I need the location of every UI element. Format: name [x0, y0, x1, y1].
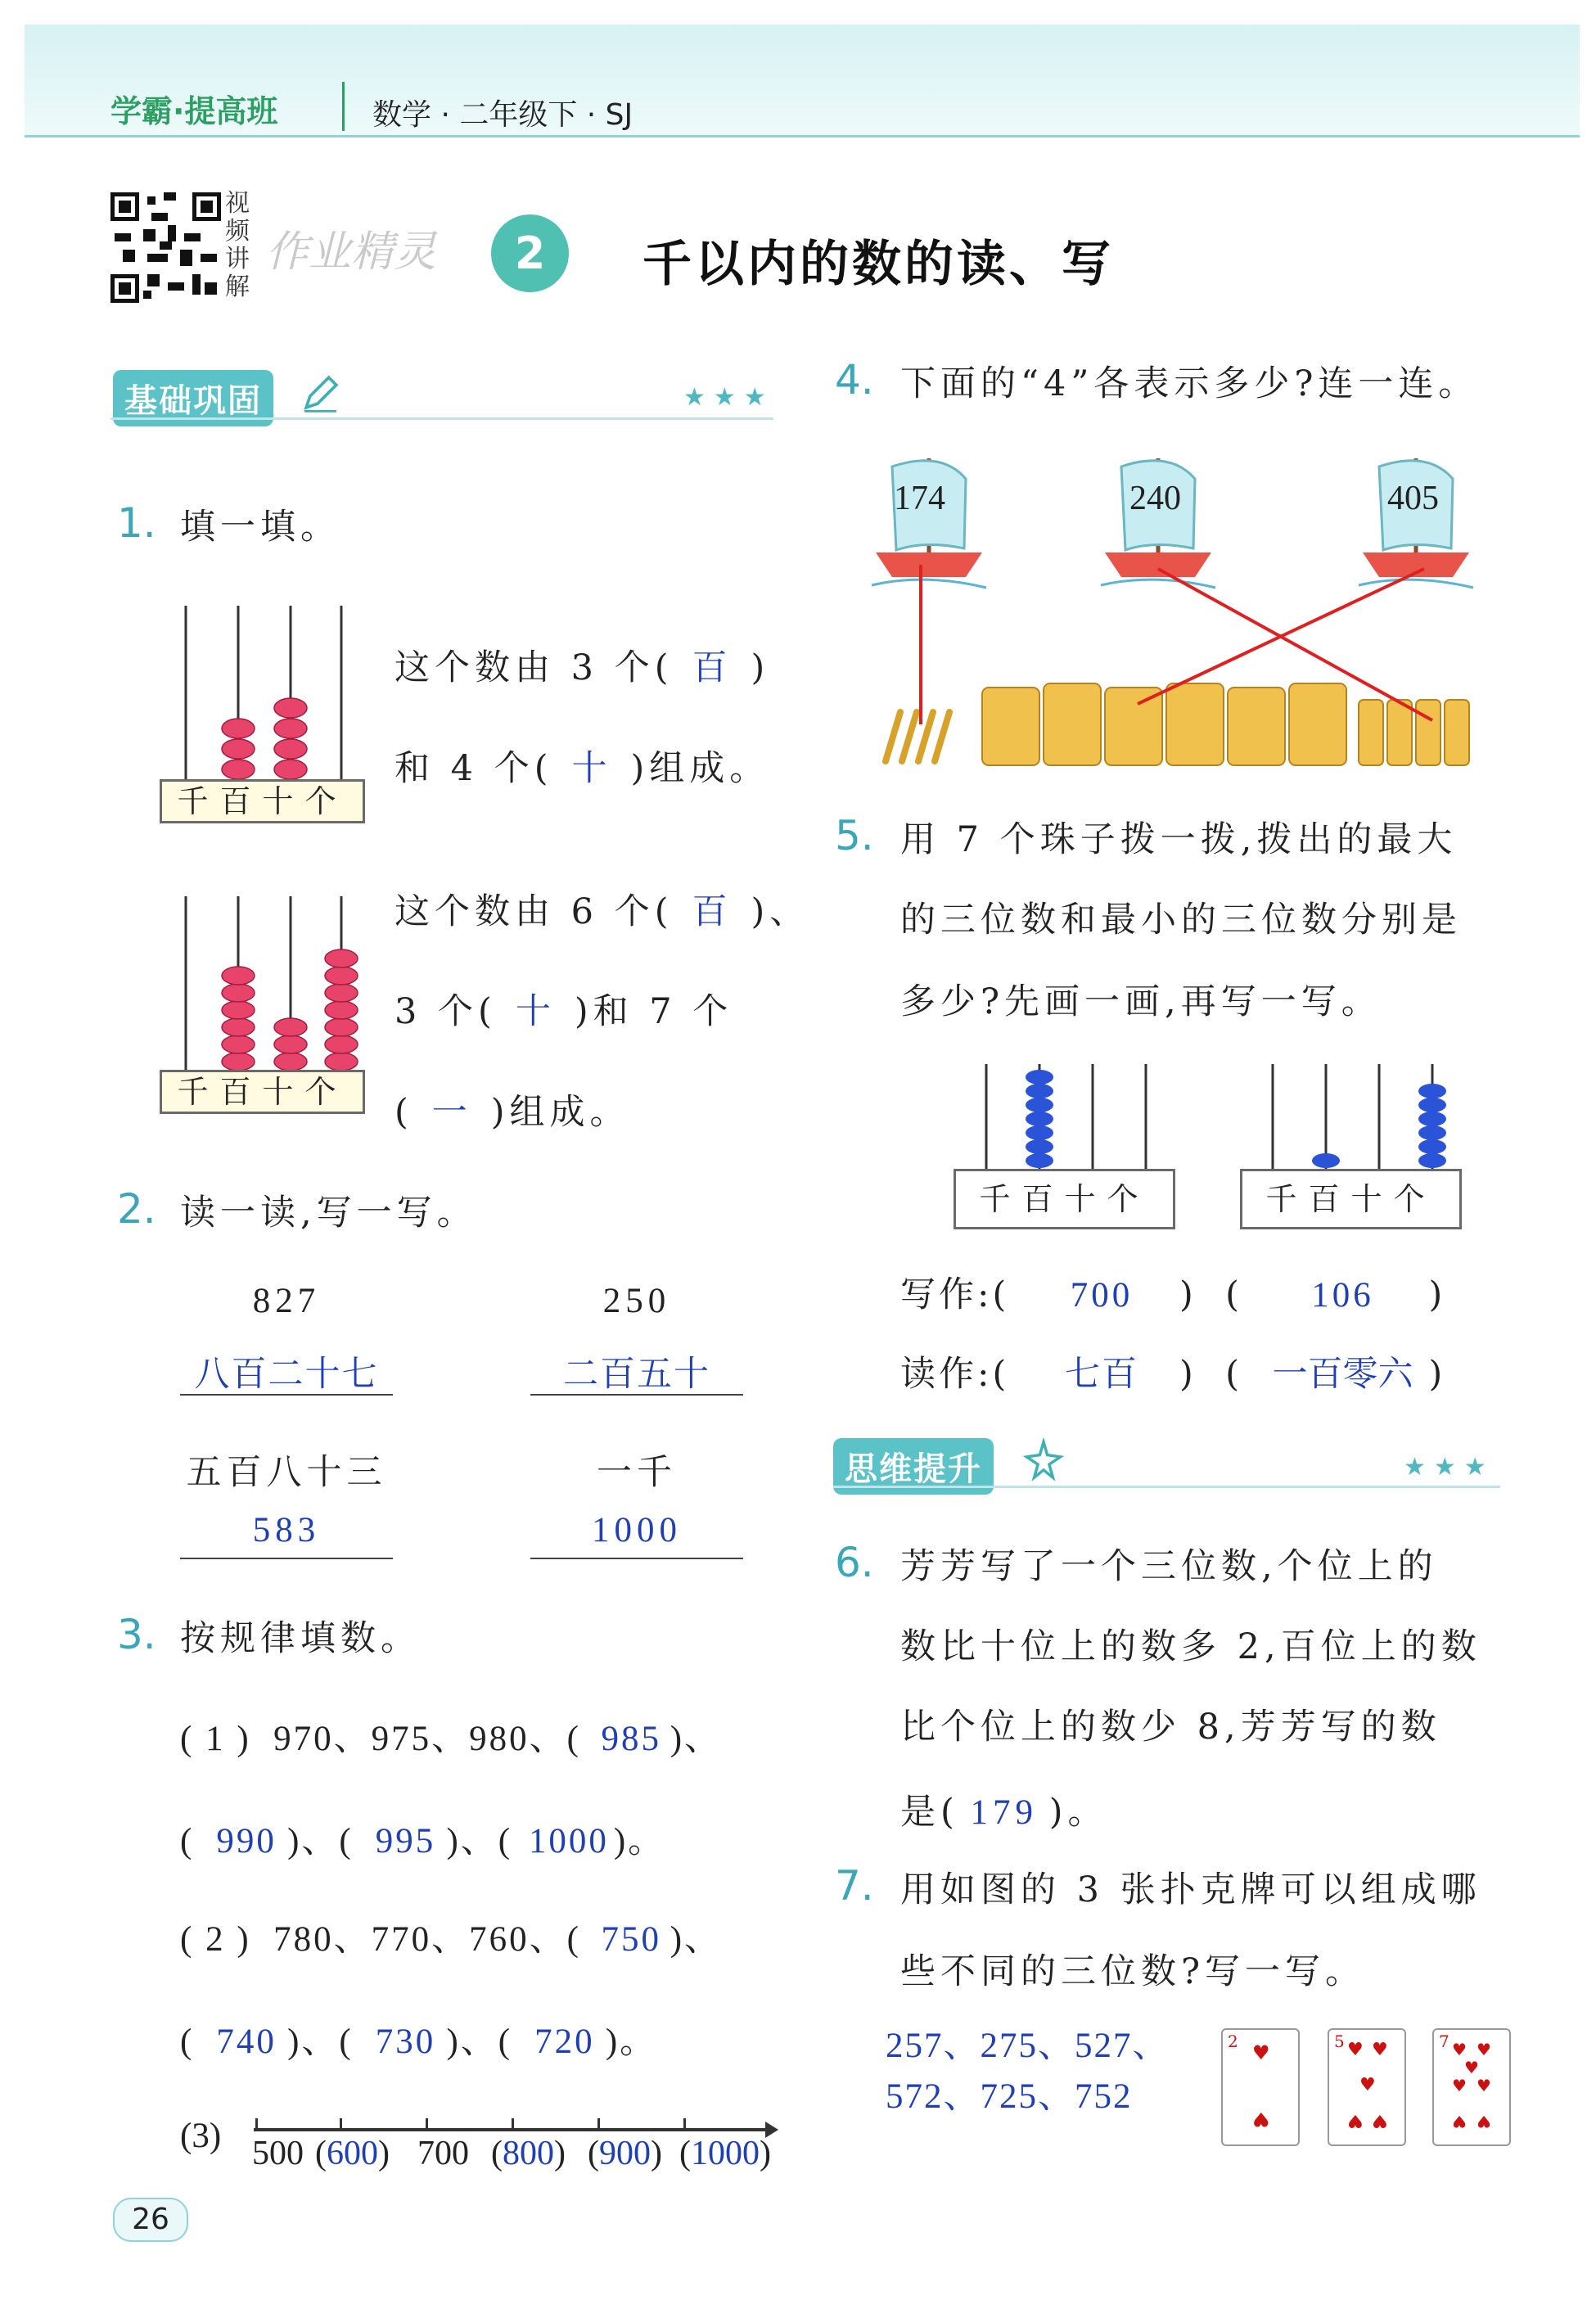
watermark: 作业精灵 — [266, 228, 437, 277]
q3-p2-line1: ( 2 ) 780、770、760、( 750 )、 — [180, 1920, 723, 1959]
bead — [222, 967, 255, 985]
book-subtitle: 数学 · 二年级下 · SJ — [372, 98, 633, 132]
answer: 106 — [1311, 1276, 1374, 1315]
playing-card-7: 7 ♥ ♥ ♥ ♥ ♥ ♥ ♥ — [1432, 2028, 1511, 2146]
bead — [1418, 1084, 1446, 1098]
heart-icon: ♥ — [1477, 2112, 1491, 2131]
q3-p3-label: (3) — [180, 2117, 222, 2155]
answer: 七百 — [1064, 1355, 1138, 1394]
answer: 一 — [431, 1094, 472, 1132]
q3-p3-answer-1000: (1000) — [679, 2135, 771, 2172]
answer: 一百零六 — [1272, 1355, 1413, 1394]
qr-code-icon — [110, 192, 221, 303]
q5-line3: 多少?先画一画,再写一写。 — [900, 981, 1382, 1022]
bead — [274, 1053, 307, 1071]
q2-prompt: 读一读,写一写。 — [180, 1193, 477, 1233]
heart-icon: ♥ — [1372, 2040, 1388, 2060]
page-number: 26 — [113, 2198, 188, 2242]
heart-icon: ♥ — [1372, 2110, 1388, 2131]
answer: 1000 — [691, 2135, 760, 2172]
q2-item1-answer: 八百二十七 — [180, 1346, 393, 1396]
heart-icon: ♥ — [1347, 2110, 1364, 2131]
bead — [1026, 1112, 1053, 1126]
bead — [274, 719, 307, 738]
q3-p3-tick-700: 700 — [417, 2135, 469, 2172]
q2-item3-answer: 583 — [180, 1510, 393, 1559]
bead — [222, 719, 255, 738]
tick — [683, 2118, 686, 2130]
tick — [255, 2118, 258, 2130]
ship-label-2: 240 — [1129, 480, 1181, 517]
answer: 179 — [970, 1793, 1039, 1832]
sticks-ones — [886, 712, 949, 761]
answer: 900 — [599, 2135, 651, 2172]
heart-icon: ♥ — [1252, 2108, 1270, 2131]
q7-answers-line1: 257、275、527、 — [886, 2027, 1170, 2065]
q3-number: 3. — [117, 1611, 156, 1658]
bead — [1026, 1153, 1053, 1168]
q4-prompt: 下面的“4”各表示多少?连一连。 — [900, 363, 1479, 404]
bead — [1418, 1098, 1446, 1112]
q3-p1-line2: ( 990 )、( 995 )、( 1000 )。 — [180, 1822, 666, 1860]
bead — [222, 739, 255, 759]
brand-title: 学霸·提高班 — [110, 93, 278, 129]
bead — [1026, 1070, 1053, 1085]
q1-prompt: 填一填。 — [180, 507, 340, 548]
bead — [222, 1053, 255, 1071]
pencil-icon — [299, 370, 344, 415]
answer: 百 — [692, 893, 733, 931]
bead — [1026, 1125, 1053, 1140]
answer: 十 — [515, 993, 556, 1031]
bead — [222, 760, 255, 779]
playing-card-5: 5 ♥ ♥ ♥ ♥ ♥ — [1328, 2028, 1406, 2146]
bead — [274, 739, 307, 759]
q1-part2-line1: 这个数由 6 个( 百 )、 — [394, 884, 809, 934]
q3-prompt: 按规律填数。 — [180, 1618, 421, 1659]
q3-p3-tick-500: 500 — [252, 2135, 304, 2172]
q5-read-row: 读作:( 七百 ) ( 一百零六 ) — [900, 1346, 1445, 1396]
q7-line1: 用如图的 3 张扑克牌可以组成哪 — [900, 1869, 1481, 1910]
lesson-title: 千以内的数的读、写 — [642, 236, 1114, 293]
q6-number: 6. — [835, 1539, 874, 1586]
bead — [1026, 1098, 1053, 1112]
bead — [222, 1018, 255, 1036]
q7-line2: 些不同的三位数?写一写。 — [900, 1951, 1366, 1992]
q6-line3: 比个位上的数少 8,芳芳写的数 — [900, 1707, 1441, 1748]
q5-number: 5. — [835, 812, 874, 859]
answer: 720 — [534, 2023, 595, 2061]
heart-icon: ♥ — [1477, 2076, 1491, 2095]
bead — [1026, 1139, 1053, 1154]
bead — [274, 1018, 307, 1036]
q5-line2: 的三位数和最小的三位数分别是 — [900, 900, 1462, 940]
heart-icon: ♥ — [1347, 2040, 1364, 2060]
bead — [1418, 1153, 1446, 1168]
bead — [325, 1001, 358, 1019]
answer: 740 — [216, 2023, 277, 2061]
bead — [222, 1035, 255, 1053]
bead — [325, 1018, 358, 1036]
answer: 730 — [375, 2023, 436, 2061]
answer: 985 — [601, 1720, 661, 1758]
bead — [274, 698, 307, 718]
answer: 700 — [1070, 1276, 1134, 1315]
sparkle-icon — [1019, 1438, 1068, 1483]
q3-p3-answer-600: (600) — [315, 2135, 390, 2172]
abacus-2-labels: 千百十个 — [160, 1070, 365, 1114]
section-stars-basic: ★★★ — [683, 383, 774, 412]
answer: 1000 — [528, 1822, 609, 1860]
q2-item3-given: 五百八十三 — [186, 1452, 387, 1493]
heart-icon: ♥ — [1452, 2112, 1467, 2131]
bead — [222, 984, 255, 1002]
bead — [1418, 1112, 1446, 1126]
ship-label-3: 405 — [1387, 480, 1439, 517]
answer: 600 — [327, 2135, 378, 2172]
heart-icon: ♥ — [1464, 2058, 1479, 2077]
q5-abacus-min-labels: 千百十个 — [1240, 1169, 1462, 1229]
heart-icon: ♥ — [1477, 2040, 1491, 2059]
bead — [1026, 1084, 1053, 1098]
ship-174 — [872, 458, 986, 588]
bead — [274, 760, 307, 779]
tick — [340, 2118, 342, 2130]
q5-write-row: 写作:( 700 ) ( 106 ) — [900, 1274, 1446, 1315]
section-stars-thinking: ★★★ — [1404, 1453, 1495, 1481]
playing-card-2: 2 ♥ ♥ — [1221, 2028, 1300, 2146]
heart-icon: ♥ — [1252, 2041, 1270, 2064]
bundles-hundreds — [982, 683, 1346, 765]
q5-line1: 用 7 个珠子拨一拨,拨出的最大 — [900, 819, 1458, 860]
q6-line4: 是( 179 )。 — [900, 1792, 1108, 1833]
q6-line1: 芳芳写了一个三位数,个位上的 — [900, 1546, 1438, 1587]
q2-item4-given: 一千 — [597, 1452, 677, 1493]
q5-abacus-max-labels: 千百十个 — [954, 1169, 1175, 1229]
header-divider — [342, 82, 345, 131]
section-badge-basic: 基础巩固 — [113, 370, 273, 426]
tick — [512, 2118, 514, 2130]
answer: 800 — [503, 2135, 554, 2172]
q1-part1-line1: 这个数由 3 个( 百 ) — [394, 640, 769, 690]
bead — [1418, 1139, 1446, 1154]
bead — [274, 1035, 307, 1053]
q2-item2-given: 250 — [602, 1282, 671, 1320]
q7-number: 7. — [835, 1862, 874, 1910]
tick — [597, 2118, 600, 2130]
bead — [325, 1053, 358, 1071]
q2-item1-given: 827 — [252, 1282, 321, 1320]
answer: 十 — [571, 750, 612, 788]
answer: 995 — [375, 1822, 436, 1860]
abacus-1-labels: 千百十个 — [160, 779, 365, 823]
q7-answers-line2: 572、725、752 — [886, 2077, 1133, 2116]
heart-icon: ♥ — [1452, 2040, 1467, 2059]
section-rule-basic — [110, 417, 773, 420]
section-rule-thinking — [833, 1486, 1500, 1488]
bead — [325, 949, 358, 967]
header-rule — [25, 135, 1580, 138]
heart-icon: ♥ — [1359, 2075, 1376, 2095]
lesson-number-badge: 2 — [491, 214, 569, 292]
q6-line2: 数比十位上的数多 2,百位上的数 — [900, 1626, 1481, 1667]
bead — [1312, 1153, 1340, 1168]
q3-p3-answer-800: (800) — [491, 2135, 566, 2172]
q3-p2-line2: ( 740 )、( 730 )、( 720 )。 — [180, 2023, 658, 2061]
answer: 990 — [216, 1822, 277, 1860]
q3-p1-line1: ( 1 ) 970、975、980、( 985 )、 — [180, 1720, 723, 1758]
q2-number: 2. — [117, 1185, 156, 1233]
answer: 百 — [692, 649, 733, 688]
bead — [1418, 1125, 1446, 1140]
section-badge-thinking: 思维提升 — [833, 1438, 994, 1495]
bead — [325, 1035, 358, 1053]
q2-item2-answer: 二百五十 — [530, 1346, 743, 1396]
bead — [222, 1001, 255, 1019]
q1-part1-line2: 和 4 个( 十 )组成。 — [394, 741, 769, 791]
q1-part2-line2: 3 个( 十 )和 7 个 — [394, 984, 733, 1034]
tick — [426, 2118, 428, 2130]
heart-icon: ♥ — [1452, 2076, 1467, 2095]
q4-number: 4. — [835, 356, 874, 404]
q2-item4-answer: 1000 — [530, 1510, 743, 1559]
bead — [325, 967, 358, 985]
ship-label-1: 174 — [894, 480, 945, 517]
ship-240 — [1101, 458, 1215, 588]
ship-405 — [1359, 458, 1473, 588]
q1-number: 1. — [117, 499, 156, 547]
q3-p3-answer-900: (900) — [588, 2135, 662, 2172]
answer: 750 — [601, 1920, 661, 1959]
bead — [325, 984, 358, 1002]
q1-part2-line3: ( 一 )组成。 — [394, 1085, 630, 1134]
qr-caption: 视 频 讲 解 — [225, 189, 250, 301]
